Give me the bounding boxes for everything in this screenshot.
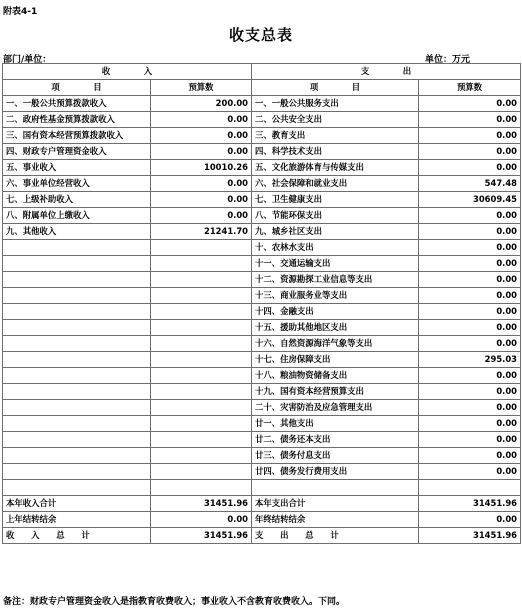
expense-value-cell: 0.00 <box>419 416 521 432</box>
expense-value-cell: 0.00 <box>419 464 521 480</box>
table-row <box>3 128 521 144</box>
income-item-cell <box>3 288 151 304</box>
income-group-header: 收 入 <box>3 64 252 80</box>
group-header-row <box>3 64 521 80</box>
expense-value-cell: 295.03 <box>419 352 521 368</box>
spacer-cell <box>419 480 521 496</box>
expense-value-cell: 31451.96 <box>419 528 521 544</box>
income-value-cell: 31451.96 <box>151 528 252 544</box>
expense-value-cell: 0.00 <box>419 128 521 144</box>
income-item-cell: 八、附属单位上缴收入 <box>3 208 151 224</box>
income-value-cell <box>151 288 252 304</box>
expense-item-cell: 四、科学技术支出 <box>252 144 419 160</box>
income-item-cell <box>3 352 151 368</box>
figure-label: 附表4-1 <box>3 7 38 17</box>
table-row <box>3 400 521 416</box>
income-value-cell: 31451.96 <box>151 496 252 512</box>
table-row <box>3 144 521 160</box>
expense-item-cell: 廿二、债务还本支出 <box>252 432 419 448</box>
spacer-cell <box>3 480 151 496</box>
income-item-cell: 九、其他收入 <box>3 224 151 240</box>
spacer-row <box>3 480 521 496</box>
income-item-cell <box>3 320 151 336</box>
expense-value-cell: 0.00 <box>419 304 521 320</box>
expense-item-cell: 廿一、其他支出 <box>252 416 419 432</box>
expense-value-cell: 0.00 <box>419 448 521 464</box>
table-row <box>3 224 521 240</box>
income-value-cell: 10010.26 <box>151 160 252 176</box>
table-row <box>3 496 521 512</box>
income-value-cell: 0.00 <box>151 208 252 224</box>
income-item-header: 项 目 <box>3 80 151 96</box>
expense-value-cell: 0.00 <box>419 272 521 288</box>
income-value-cell <box>151 432 252 448</box>
table-row <box>3 304 521 320</box>
expense-item-cell: 十二、资源勘探工业信息等支出 <box>252 272 419 288</box>
expense-value-cell: 0.00 <box>419 112 521 128</box>
income-value-cell: 0.00 <box>151 112 252 128</box>
income-value-cell: 0.00 <box>151 192 252 208</box>
income-item-cell: 上年结转结余 <box>3 512 151 528</box>
income-value-cell <box>151 304 252 320</box>
income-item-cell <box>3 464 151 480</box>
spacer-cell <box>252 480 419 496</box>
table-row <box>3 464 521 480</box>
table-row <box>3 96 521 112</box>
income-value-cell: 0.00 <box>151 176 252 192</box>
income-value-cell <box>151 336 252 352</box>
table-row <box>3 528 521 544</box>
expense-value-cell: 30609.45 <box>419 192 521 208</box>
expense-value-cell: 0.00 <box>419 288 521 304</box>
table-row <box>3 368 521 384</box>
table-row <box>3 384 521 400</box>
income-value-cell <box>151 400 252 416</box>
expense-value-cell: 0.00 <box>419 512 521 528</box>
summary-rows <box>3 496 521 544</box>
income-item-cell: 本年收入合计 <box>3 496 151 512</box>
expense-item-cell: 十九、国有资本经营预算支出 <box>252 384 419 400</box>
expense-value-cell: 0.00 <box>419 400 521 416</box>
expense-value-cell: 0.00 <box>419 336 521 352</box>
expense-value-cell: 0.00 <box>419 368 521 384</box>
expense-value-cell: 0.00 <box>419 256 521 272</box>
income-value-cell: 0.00 <box>151 512 252 528</box>
expense-value-cell: 0.00 <box>419 144 521 160</box>
income-item-cell <box>3 304 151 320</box>
expense-item-cell: 十五、援助其他地区支出 <box>252 320 419 336</box>
income-item-cell: 三、国有资本经营预算拨款收入 <box>3 128 151 144</box>
expense-item-cell: 五、文化旅游体育与传媒支出 <box>252 160 419 176</box>
expense-item-cell: 年终结转结余 <box>252 512 419 528</box>
table-row <box>3 336 521 352</box>
expense-group-header: 支 出 <box>252 64 521 80</box>
income-value-cell <box>151 448 252 464</box>
expense-value-cell: 0.00 <box>419 96 521 112</box>
expense-item-cell: 八、节能环保支出 <box>252 208 419 224</box>
expense-item-cell: 廿四、债务发行费用支出 <box>252 464 419 480</box>
table-row <box>3 256 521 272</box>
income-item-cell <box>3 240 151 256</box>
expense-value-cell: 0.00 <box>419 208 521 224</box>
income-item-cell <box>3 272 151 288</box>
expense-value-cell: 0.00 <box>419 320 521 336</box>
budget-summary-table <box>2 63 521 544</box>
expense-item-cell: 十、农林水支出 <box>252 240 419 256</box>
income-item-cell: 六、事业单位经营收入 <box>3 176 151 192</box>
expense-item-cell: 十四、金融支出 <box>252 304 419 320</box>
expense-item-cell: 二、公共安全支出 <box>252 112 419 128</box>
expense-value-cell: 0.00 <box>419 240 521 256</box>
income-value-cell <box>151 272 252 288</box>
table-row <box>3 448 521 464</box>
expense-item-cell: 十八、粮油物资储备支出 <box>252 368 419 384</box>
expense-value-cell: 0.00 <box>419 384 521 400</box>
income-item-cell <box>3 384 151 400</box>
income-value-cell <box>151 384 252 400</box>
table-row <box>3 272 521 288</box>
income-item-cell <box>3 256 151 272</box>
income-value-cell <box>151 416 252 432</box>
expense-item-cell: 一、一般公共服务支出 <box>252 96 419 112</box>
income-value-cell: 0.00 <box>151 128 252 144</box>
expense-item-cell: 本年支出合计 <box>252 496 419 512</box>
expense-item-cell: 六、社会保障和就业支出 <box>252 176 419 192</box>
expense-item-cell: 七、卫生健康支出 <box>252 192 419 208</box>
income-value-cell: 200.00 <box>151 96 252 112</box>
income-item-cell: 收 入 总 计 <box>3 528 151 544</box>
unit-label: 单位：万元 <box>425 55 471 65</box>
income-value-cell <box>151 240 252 256</box>
expense-item-cell: 九、城乡社区支出 <box>252 224 419 240</box>
income-item-cell <box>3 400 151 416</box>
table-row <box>3 288 521 304</box>
income-budget-header: 预算数 <box>151 80 252 96</box>
expense-item-cell: 二十、灾害防治及应急管理支出 <box>252 400 419 416</box>
income-item-cell <box>3 448 151 464</box>
income-value-cell: 21241.70 <box>151 224 252 240</box>
table-row <box>3 320 521 336</box>
expense-value-cell: 0.00 <box>419 160 521 176</box>
income-item-cell <box>3 432 151 448</box>
expense-value-cell: 31451.96 <box>419 496 521 512</box>
spacer-cell <box>151 480 252 496</box>
expense-item-cell: 十六、自然资源海洋气象等支出 <box>252 336 419 352</box>
expense-budget-header: 预算数 <box>419 80 521 96</box>
table-row <box>3 240 521 256</box>
table-row <box>3 432 521 448</box>
income-item-cell: 五、事业收入 <box>3 160 151 176</box>
income-value-cell <box>151 464 252 480</box>
income-value-cell: 0.00 <box>151 144 252 160</box>
table-row <box>3 208 521 224</box>
income-value-cell <box>151 368 252 384</box>
table-row <box>3 416 521 432</box>
income-item-cell: 七、上级补助收入 <box>3 192 151 208</box>
income-item-cell <box>3 416 151 432</box>
table-row <box>3 512 521 528</box>
expense-item-cell: 十三、商业服务业等支出 <box>252 288 419 304</box>
expense-item-cell: 支 出 总 计 <box>252 528 419 544</box>
table-row <box>3 112 521 128</box>
income-item-cell: 二、政府性基金预算拨款收入 <box>3 112 151 128</box>
expense-value-cell: 0.00 <box>419 432 521 448</box>
table-row <box>3 160 521 176</box>
page-title: 收支总表 <box>228 26 293 44</box>
expense-item-cell: 十七、住房保障支出 <box>252 352 419 368</box>
item-rows <box>3 96 521 480</box>
expense-value-cell: 547.48 <box>419 176 521 192</box>
department-label: 部门/单位： <box>3 55 52 65</box>
income-value-cell <box>151 352 252 368</box>
expense-item-cell: 三、教育支出 <box>252 128 419 144</box>
expense-item-cell: 十一、交通运输支出 <box>252 256 419 272</box>
expense-item-cell: 廿三、债务付息支出 <box>252 448 419 464</box>
income-item-cell <box>3 368 151 384</box>
table-row <box>3 176 521 192</box>
income-item-cell: 一、一般公共预算拨款收入 <box>3 96 151 112</box>
expense-item-header: 项 目 <box>252 80 419 96</box>
footnote: 备注：财政专户管理资金收入是指教育收费收入；事业收入不含教育收费收入。下同。 <box>3 597 346 607</box>
income-item-cell <box>3 336 151 352</box>
income-item-cell: 四、财政专户管理资金收入 <box>3 144 151 160</box>
income-value-cell <box>151 320 252 336</box>
table-row <box>3 352 521 368</box>
income-value-cell <box>151 256 252 272</box>
expense-value-cell: 0.00 <box>419 224 521 240</box>
column-header-row <box>3 80 521 96</box>
table-row <box>3 192 521 208</box>
